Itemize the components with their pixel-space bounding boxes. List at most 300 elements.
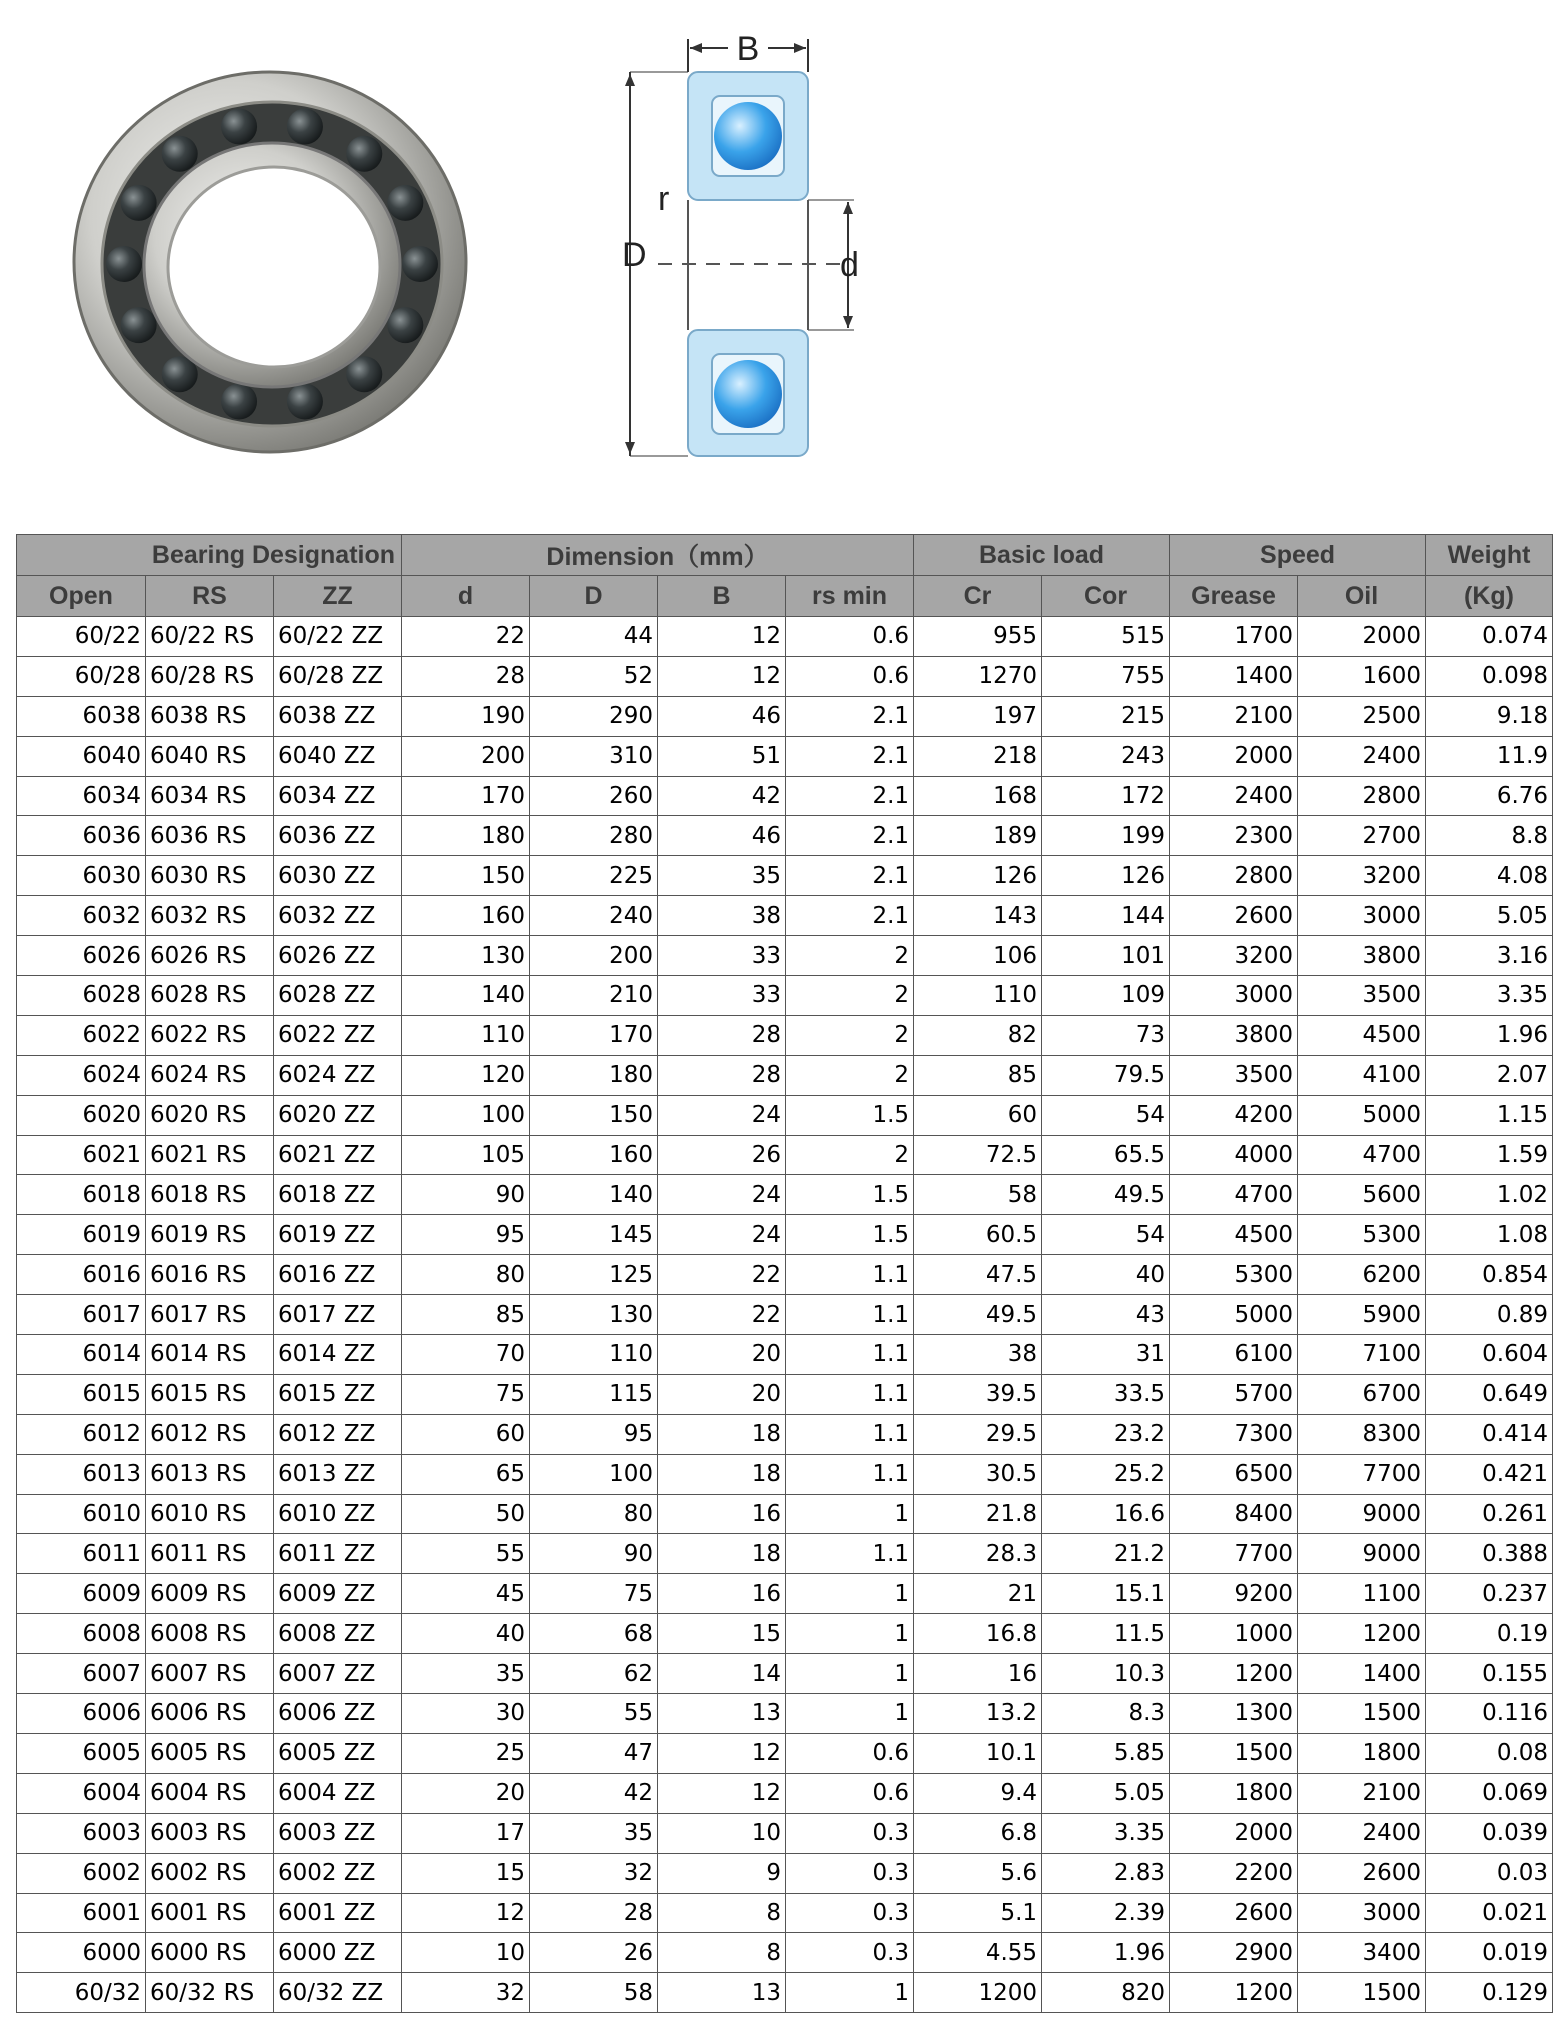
cell-cor: 16.6 xyxy=(1042,1494,1170,1534)
cell-cor: 25.2 xyxy=(1042,1454,1170,1494)
cell-oil: 5900 xyxy=(1298,1295,1426,1335)
cell-width-b: 38 xyxy=(658,896,786,936)
cell-grease: 6100 xyxy=(1170,1335,1298,1375)
ball xyxy=(221,109,257,145)
table-row xyxy=(17,1973,1553,2013)
cell-oil: 9000 xyxy=(1298,1534,1426,1574)
cell-rs-min: 1 xyxy=(786,1574,914,1614)
cell-zz: 6011 ZZ xyxy=(274,1534,402,1574)
cell-width-b: 16 xyxy=(658,1494,786,1534)
cell-cr: 30.5 xyxy=(914,1454,1042,1494)
table-row xyxy=(17,776,1553,816)
cell-cr: 10.1 xyxy=(914,1733,1042,1773)
cell-rs-min: 1.1 xyxy=(786,1295,914,1335)
cell-rs-min: 2 xyxy=(786,1015,914,1055)
cell-zz: 6003 ZZ xyxy=(274,1813,402,1853)
cell-weight: 9.18 xyxy=(1426,696,1553,736)
cell-width-b: 18 xyxy=(658,1454,786,1494)
cell-bore-d: 45 xyxy=(402,1574,530,1614)
cell-bore-d: 80 xyxy=(402,1255,530,1295)
table-row xyxy=(17,976,1553,1016)
cell-rs-min: 2.1 xyxy=(786,736,914,776)
group-header-row xyxy=(17,535,1553,576)
cell-open: 6014 xyxy=(17,1335,146,1375)
cell-rs-min: 1.5 xyxy=(786,1095,914,1135)
ball xyxy=(387,307,423,343)
cell-outer-d: 35 xyxy=(530,1813,658,1853)
cell-rs: 6004 RS xyxy=(146,1773,274,1813)
cell-width-b: 51 xyxy=(658,736,786,776)
cell-oil: 1400 xyxy=(1298,1654,1426,1694)
cell-rs: 6009 RS xyxy=(146,1574,274,1614)
cell-cor: 820 xyxy=(1042,1973,1170,2013)
cell-grease: 4500 xyxy=(1170,1215,1298,1255)
cell-outer-d: 145 xyxy=(530,1215,658,1255)
cell-weight: 0.388 xyxy=(1426,1534,1553,1574)
column-header-width-b: B xyxy=(658,576,786,617)
cell-width-b: 26 xyxy=(658,1135,786,1175)
cell-outer-d: 130 xyxy=(530,1295,658,1335)
cell-cor: 199 xyxy=(1042,816,1170,856)
cell-weight: 0.021 xyxy=(1426,1893,1553,1933)
cell-cor: 49.5 xyxy=(1042,1175,1170,1215)
cell-oil: 1200 xyxy=(1298,1614,1426,1654)
cell-cr: 218 xyxy=(914,736,1042,776)
cell-bore-d: 22 xyxy=(402,617,530,657)
cell-zz: 6006 ZZ xyxy=(274,1694,402,1734)
cell-open: 6001 xyxy=(17,1893,146,1933)
cell-open: 6013 xyxy=(17,1454,146,1494)
cell-rs: 6028 RS xyxy=(146,976,274,1016)
group-header-basic-load: Basic load xyxy=(914,535,1170,576)
cell-rs-min: 0.3 xyxy=(786,1853,914,1893)
cell-open: 6028 xyxy=(17,976,146,1016)
table-row xyxy=(17,1933,1553,1973)
cell-weight: 1.59 xyxy=(1426,1135,1553,1175)
cell-weight: 5.05 xyxy=(1426,896,1553,936)
cell-cor: 65.5 xyxy=(1042,1135,1170,1175)
cell-grease: 1700 xyxy=(1170,617,1298,657)
cell-width-b: 12 xyxy=(658,656,786,696)
cell-open: 6007 xyxy=(17,1654,146,1694)
cell-cr: 4.55 xyxy=(914,1933,1042,1973)
cell-cor: 23.2 xyxy=(1042,1414,1170,1454)
cell-open: 6026 xyxy=(17,936,146,976)
cell-width-b: 18 xyxy=(658,1534,786,1574)
cell-zz: 6016 ZZ xyxy=(274,1255,402,1295)
cell-grease: 1400 xyxy=(1170,656,1298,696)
cell-grease: 1800 xyxy=(1170,1773,1298,1813)
table-row xyxy=(17,1255,1553,1295)
cell-grease: 5300 xyxy=(1170,1255,1298,1295)
ball xyxy=(162,136,198,172)
cell-width-b: 15 xyxy=(658,1614,786,1654)
cell-weight: 3.16 xyxy=(1426,936,1553,976)
cell-rs-min: 0.6 xyxy=(786,656,914,696)
cell-oil: 4100 xyxy=(1298,1055,1426,1095)
cell-cor: 515 xyxy=(1042,617,1170,657)
cell-weight: 0.069 xyxy=(1426,1773,1553,1813)
cell-cor: 54 xyxy=(1042,1215,1170,1255)
cell-zz: 6019 ZZ xyxy=(274,1215,402,1255)
cell-grease: 2400 xyxy=(1170,776,1298,816)
cell-weight: 0.854 xyxy=(1426,1255,1553,1295)
cell-weight: 0.604 xyxy=(1426,1335,1553,1375)
cell-width-b: 12 xyxy=(658,617,786,657)
cell-weight: 1.15 xyxy=(1426,1095,1553,1135)
cell-outer-d: 100 xyxy=(530,1454,658,1494)
cell-zz: 6022 ZZ xyxy=(274,1015,402,1055)
cell-width-b: 33 xyxy=(658,976,786,1016)
ball xyxy=(346,136,382,172)
cell-rs: 6016 RS xyxy=(146,1255,274,1295)
bearing-spec-table xyxy=(16,534,1553,2013)
cell-zz: 60/22 ZZ xyxy=(274,617,402,657)
cell-rs-min: 2.1 xyxy=(786,696,914,736)
group-header-dimension: Dimension（mm） xyxy=(402,535,914,576)
cell-outer-d: 280 xyxy=(530,816,658,856)
cell-width-b: 24 xyxy=(658,1175,786,1215)
cell-bore-d: 180 xyxy=(402,816,530,856)
cell-open: 60/28 xyxy=(17,656,146,696)
cell-bore-d: 100 xyxy=(402,1095,530,1135)
cell-grease: 3000 xyxy=(1170,976,1298,1016)
cell-zz: 6012 ZZ xyxy=(274,1414,402,1454)
cell-cr: 13.2 xyxy=(914,1694,1042,1734)
cell-rs: 6020 RS xyxy=(146,1095,274,1135)
cell-oil: 3000 xyxy=(1298,1893,1426,1933)
cell-grease: 5000 xyxy=(1170,1295,1298,1335)
ball xyxy=(121,185,157,221)
cell-width-b: 12 xyxy=(658,1773,786,1813)
cell-rs: 6005 RS xyxy=(146,1733,274,1773)
cell-outer-d: 225 xyxy=(530,856,658,896)
cell-oil: 2800 xyxy=(1298,776,1426,816)
ball xyxy=(287,383,323,419)
cell-cor: 79.5 xyxy=(1042,1055,1170,1095)
cell-oil: 1100 xyxy=(1298,1574,1426,1614)
cell-cor: 215 xyxy=(1042,696,1170,736)
cell-cr: 5.1 xyxy=(914,1893,1042,1933)
cell-cr: 16.8 xyxy=(914,1614,1042,1654)
cell-width-b: 24 xyxy=(658,1215,786,1255)
cell-bore-d: 105 xyxy=(402,1135,530,1175)
cell-bore-d: 60 xyxy=(402,1414,530,1454)
cell-weight: 0.155 xyxy=(1426,1654,1553,1694)
ball xyxy=(287,109,323,145)
cell-cr: 39.5 xyxy=(914,1374,1042,1414)
cell-weight: 4.08 xyxy=(1426,856,1553,896)
cell-outer-d: 62 xyxy=(530,1654,658,1694)
cell-cor: 11.5 xyxy=(1042,1614,1170,1654)
cell-rs-min: 2.1 xyxy=(786,896,914,936)
cell-open: 6000 xyxy=(17,1933,146,1973)
cell-open: 6002 xyxy=(17,1853,146,1893)
cell-grease: 5700 xyxy=(1170,1374,1298,1414)
column-header-zz: ZZ xyxy=(274,576,402,617)
cell-rs-min: 1 xyxy=(786,1654,914,1694)
cell-grease: 2100 xyxy=(1170,696,1298,736)
cell-oil: 2100 xyxy=(1298,1773,1426,1813)
cell-oil: 2400 xyxy=(1298,736,1426,776)
cell-grease: 3500 xyxy=(1170,1055,1298,1095)
cell-outer-d: 90 xyxy=(530,1534,658,1574)
cell-cor: 1.96 xyxy=(1042,1933,1170,1973)
cell-outer-d: 140 xyxy=(530,1175,658,1215)
cell-outer-d: 170 xyxy=(530,1015,658,1055)
cell-rs-min: 1 xyxy=(786,1494,914,1534)
cell-grease: 3800 xyxy=(1170,1015,1298,1055)
cell-width-b: 20 xyxy=(658,1335,786,1375)
label-D: D xyxy=(622,236,647,274)
column-header-row xyxy=(17,576,1553,617)
cell-rs-min: 1.1 xyxy=(786,1335,914,1375)
table-row xyxy=(17,1095,1553,1135)
cell-rs: 6011 RS xyxy=(146,1534,274,1574)
table-row xyxy=(17,1374,1553,1414)
cell-outer-d: 80 xyxy=(530,1494,658,1534)
cell-open: 6040 xyxy=(17,736,146,776)
table-body xyxy=(17,617,1553,2013)
cell-cr: 58 xyxy=(914,1175,1042,1215)
table-row xyxy=(17,1534,1553,1574)
cell-zz: 6014 ZZ xyxy=(274,1335,402,1375)
cell-weight: 6.76 xyxy=(1426,776,1553,816)
cell-bore-d: 110 xyxy=(402,1015,530,1055)
group-header-weight: Weight xyxy=(1426,535,1553,576)
cell-rs: 6007 RS xyxy=(146,1654,274,1694)
cell-oil: 3000 xyxy=(1298,896,1426,936)
cell-outer-d: 160 xyxy=(530,1135,658,1175)
cell-bore-d: 130 xyxy=(402,936,530,976)
cell-open: 6009 xyxy=(17,1574,146,1614)
cell-width-b: 9 xyxy=(658,1853,786,1893)
cell-outer-d: 32 xyxy=(530,1853,658,1893)
cell-outer-d: 290 xyxy=(530,696,658,736)
cell-grease: 3200 xyxy=(1170,936,1298,976)
cell-rs-min: 2 xyxy=(786,976,914,1016)
cell-rs-min: 0.6 xyxy=(786,617,914,657)
cell-cr: 110 xyxy=(914,976,1042,1016)
cell-rs-min: 1.1 xyxy=(786,1534,914,1574)
cell-rs-min: 2 xyxy=(786,1135,914,1175)
cell-cr: 1270 xyxy=(914,656,1042,696)
table-row xyxy=(17,1215,1553,1255)
cell-grease: 1300 xyxy=(1170,1694,1298,1734)
cell-zz: 6020 ZZ xyxy=(274,1095,402,1135)
cell-cor: 2.39 xyxy=(1042,1893,1170,1933)
cell-open: 6024 xyxy=(17,1055,146,1095)
cell-zz: 6030 ZZ xyxy=(274,856,402,896)
cell-width-b: 28 xyxy=(658,1055,786,1095)
cell-weight: 0.019 xyxy=(1426,1933,1553,1973)
cell-oil: 4700 xyxy=(1298,1135,1426,1175)
cell-oil: 3200 xyxy=(1298,856,1426,896)
cell-rs-min: 0.3 xyxy=(786,1933,914,1973)
cell-outer-d: 180 xyxy=(530,1055,658,1095)
cell-rs-min: 2.1 xyxy=(786,856,914,896)
cell-cr: 955 xyxy=(914,617,1042,657)
table-row xyxy=(17,1733,1553,1773)
cell-rs: 6013 RS xyxy=(146,1454,274,1494)
cell-width-b: 10 xyxy=(658,1813,786,1853)
cell-bore-d: 15 xyxy=(402,1853,530,1893)
cell-oil: 2700 xyxy=(1298,816,1426,856)
cell-bore-d: 150 xyxy=(402,856,530,896)
cell-width-b: 8 xyxy=(658,1893,786,1933)
cell-weight: 0.08 xyxy=(1426,1733,1553,1773)
cell-cr: 82 xyxy=(914,1015,1042,1055)
cell-open: 6010 xyxy=(17,1494,146,1534)
cell-bore-d: 75 xyxy=(402,1374,530,1414)
group-header-designation: Bearing Designation xyxy=(17,535,402,576)
cell-bore-d: 140 xyxy=(402,976,530,1016)
cell-zz: 6001 ZZ xyxy=(274,1893,402,1933)
cell-grease: 4000 xyxy=(1170,1135,1298,1175)
cell-cor: 31 xyxy=(1042,1335,1170,1375)
table-row xyxy=(17,856,1553,896)
cell-cor: 755 xyxy=(1042,656,1170,696)
cell-oil: 1600 xyxy=(1298,656,1426,696)
cell-width-b: 24 xyxy=(658,1095,786,1135)
cell-rs-min: 1.5 xyxy=(786,1175,914,1215)
cell-zz: 6002 ZZ xyxy=(274,1853,402,1893)
cell-oil: 1800 xyxy=(1298,1733,1426,1773)
cell-rs-min: 1 xyxy=(786,1614,914,1654)
cell-zz: 6009 ZZ xyxy=(274,1574,402,1614)
cell-outer-d: 28 xyxy=(530,1893,658,1933)
cell-rs-min: 0.3 xyxy=(786,1813,914,1853)
cell-oil: 1500 xyxy=(1298,1973,1426,2013)
cell-cor: 10.3 xyxy=(1042,1654,1170,1694)
cell-open: 6036 xyxy=(17,816,146,856)
cell-cr: 189 xyxy=(914,816,1042,856)
cell-weight: 0.89 xyxy=(1426,1295,1553,1335)
table-row xyxy=(17,1654,1553,1694)
cell-zz: 6005 ZZ xyxy=(274,1733,402,1773)
cell-cor: 5.85 xyxy=(1042,1733,1170,1773)
column-header-outer-d: D xyxy=(530,576,658,617)
cell-rs-min: 2.1 xyxy=(786,776,914,816)
cell-outer-d: 75 xyxy=(530,1574,658,1614)
cell-rs: 6014 RS xyxy=(146,1335,274,1375)
cell-rs-min: 0.3 xyxy=(786,1893,914,1933)
cell-oil: 6200 xyxy=(1298,1255,1426,1295)
table-row xyxy=(17,1135,1553,1175)
cell-rs-min: 1.1 xyxy=(786,1255,914,1295)
cell-oil: 3400 xyxy=(1298,1933,1426,1973)
cell-oil: 3800 xyxy=(1298,936,1426,976)
cell-cr: 16 xyxy=(914,1654,1042,1694)
cell-bore-d: 55 xyxy=(402,1534,530,1574)
cell-bore-d: 95 xyxy=(402,1215,530,1255)
cell-zz: 6015 ZZ xyxy=(274,1374,402,1414)
cell-open: 6003 xyxy=(17,1813,146,1853)
cell-rs: 6010 RS xyxy=(146,1494,274,1534)
cell-grease: 1500 xyxy=(1170,1733,1298,1773)
cell-weight: 1.08 xyxy=(1426,1215,1553,1255)
cell-rs-min: 2 xyxy=(786,936,914,976)
cell-grease: 7700 xyxy=(1170,1534,1298,1574)
cell-oil: 2500 xyxy=(1298,696,1426,736)
cell-bore-d: 20 xyxy=(402,1773,530,1813)
cell-open: 6032 xyxy=(17,896,146,936)
column-header-rs: RS xyxy=(146,576,274,617)
cell-weight: 0.261 xyxy=(1426,1494,1553,1534)
ball xyxy=(106,246,142,282)
cell-open: 6006 xyxy=(17,1694,146,1734)
cell-width-b: 46 xyxy=(658,816,786,856)
table-row xyxy=(17,1574,1553,1614)
cell-rs-min: 1.1 xyxy=(786,1374,914,1414)
cell-zz: 6024 ZZ xyxy=(274,1055,402,1095)
cell-oil: 2600 xyxy=(1298,1853,1426,1893)
table-row xyxy=(17,1454,1553,1494)
cell-rs: 6006 RS xyxy=(146,1694,274,1734)
cell-width-b: 35 xyxy=(658,856,786,896)
ball xyxy=(121,307,157,343)
cell-bore-d: 120 xyxy=(402,1055,530,1095)
cell-cor: 2.83 xyxy=(1042,1853,1170,1893)
cell-width-b: 8 xyxy=(658,1933,786,1973)
cell-grease: 2600 xyxy=(1170,1893,1298,1933)
cell-bore-d: 32 xyxy=(402,1973,530,2013)
cell-oil: 7100 xyxy=(1298,1335,1426,1375)
cell-cor: 101 xyxy=(1042,936,1170,976)
cell-cor: 21.2 xyxy=(1042,1534,1170,1574)
cell-weight: 3.35 xyxy=(1426,976,1553,1016)
cell-weight: 0.414 xyxy=(1426,1414,1553,1454)
cell-weight: 0.098 xyxy=(1426,656,1553,696)
cell-rs: 6002 RS xyxy=(146,1853,274,1893)
column-header-cr: Cr xyxy=(914,576,1042,617)
cell-cor: 172 xyxy=(1042,776,1170,816)
table-row xyxy=(17,1175,1553,1215)
cell-zz: 6010 ZZ xyxy=(274,1494,402,1534)
cell-bore-d: 190 xyxy=(402,696,530,736)
cell-weight: 1.96 xyxy=(1426,1015,1553,1055)
cell-weight: 0.129 xyxy=(1426,1973,1553,2013)
cell-weight: 0.421 xyxy=(1426,1454,1553,1494)
label-r: r xyxy=(658,180,670,218)
cell-cr: 72.5 xyxy=(914,1135,1042,1175)
cell-grease: 8400 xyxy=(1170,1494,1298,1534)
cell-zz: 6008 ZZ xyxy=(274,1614,402,1654)
cell-width-b: 20 xyxy=(658,1374,786,1414)
cell-zz: 60/28 ZZ xyxy=(274,656,402,696)
cell-grease: 2900 xyxy=(1170,1933,1298,1973)
cell-bore-d: 200 xyxy=(402,736,530,776)
table-row xyxy=(17,1015,1553,1055)
cell-open: 6020 xyxy=(17,1095,146,1135)
cell-grease: 2800 xyxy=(1170,856,1298,896)
cell-weight: 1.02 xyxy=(1426,1175,1553,1215)
cell-weight: 0.116 xyxy=(1426,1694,1553,1734)
table-row xyxy=(17,656,1553,696)
cell-grease: 4700 xyxy=(1170,1175,1298,1215)
cell-zz: 60/32 ZZ xyxy=(274,1973,402,2013)
cell-oil: 3500 xyxy=(1298,976,1426,1016)
cell-zz: 6036 ZZ xyxy=(274,816,402,856)
cell-cr: 29.5 xyxy=(914,1414,1042,1454)
cell-bore-d: 10 xyxy=(402,1933,530,1973)
cell-zz: 6007 ZZ xyxy=(274,1654,402,1694)
cell-oil: 7700 xyxy=(1298,1454,1426,1494)
column-header-rs-min: rs min xyxy=(786,576,914,617)
cell-zz: 6040 ZZ xyxy=(274,736,402,776)
cell-width-b: 33 xyxy=(658,936,786,976)
cell-cr: 6.8 xyxy=(914,1813,1042,1853)
